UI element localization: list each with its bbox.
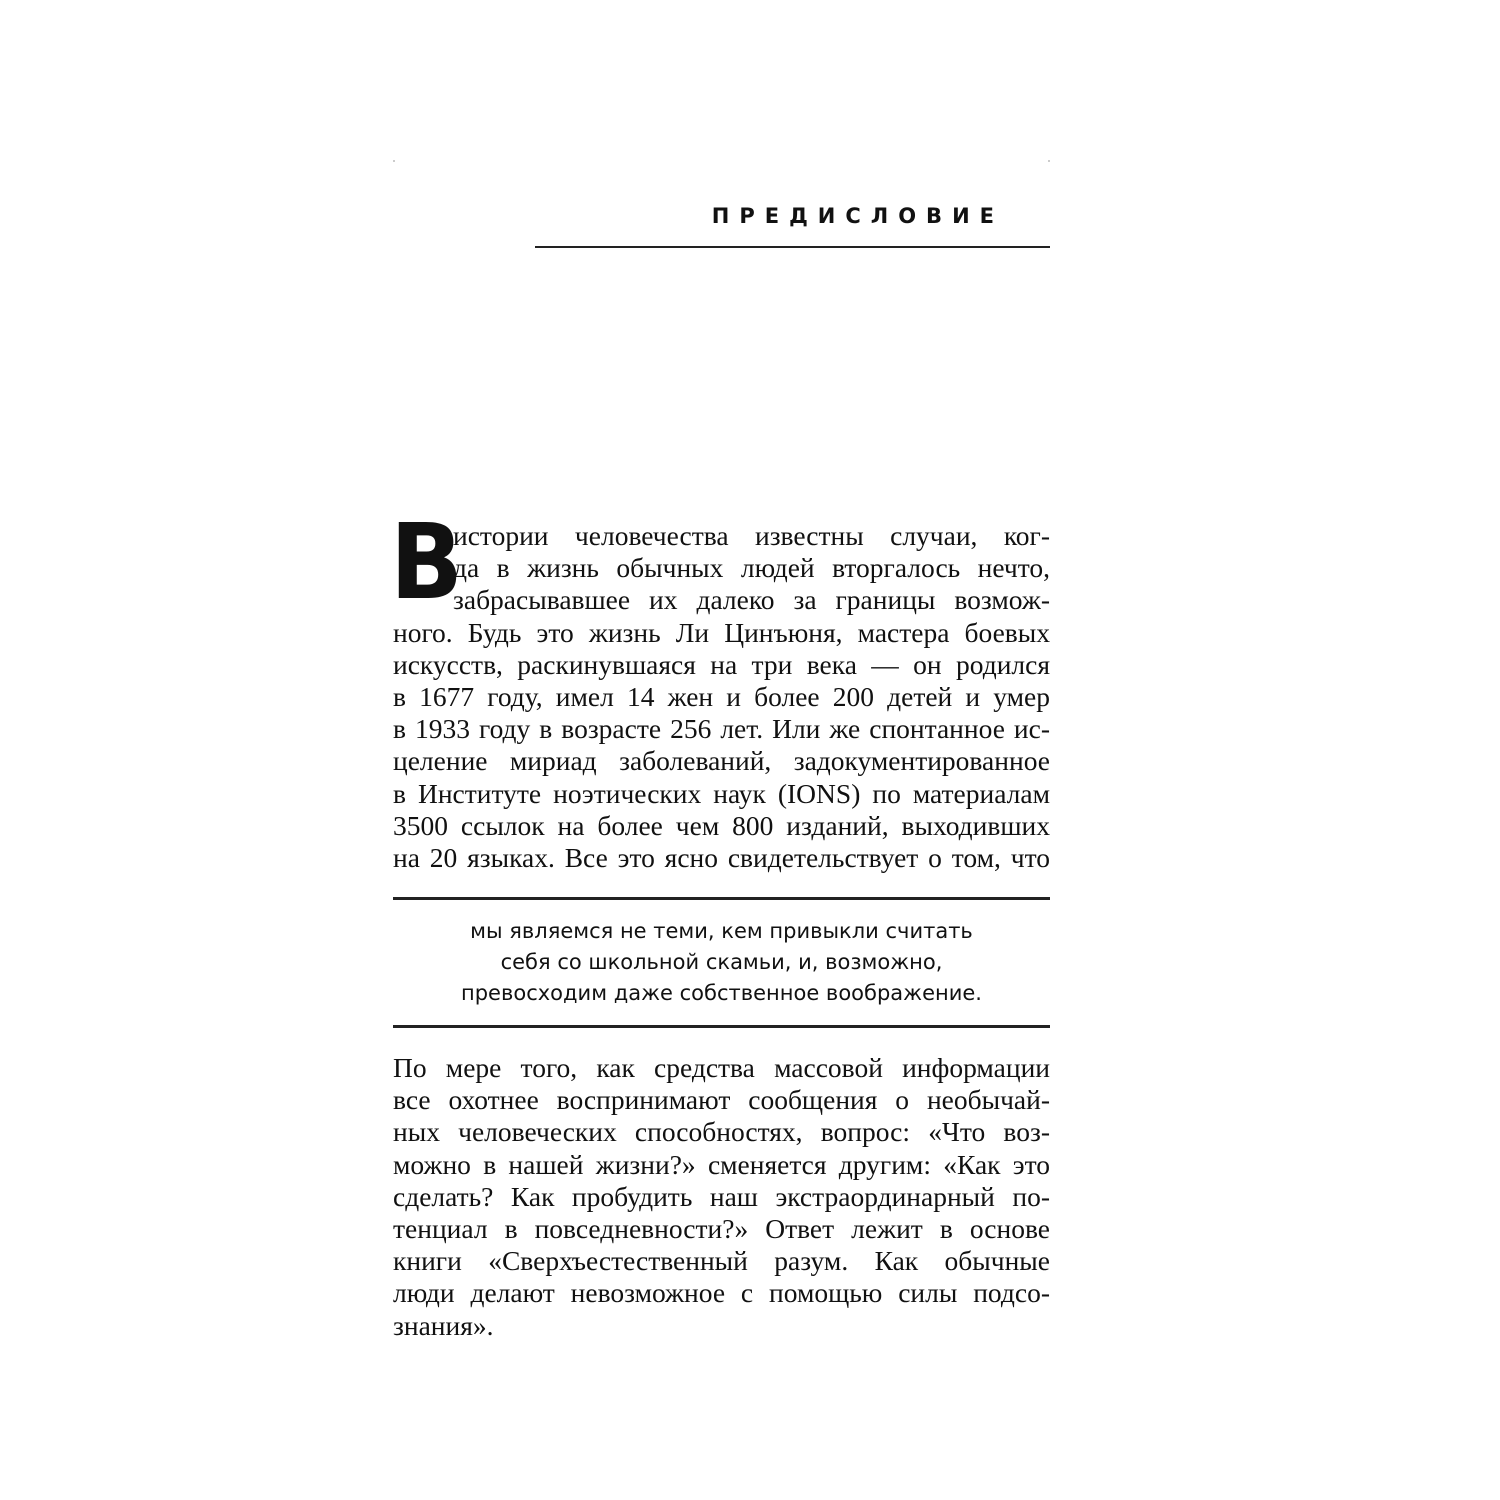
text-line: на 20 языках. Все это ясно свидетельствует о том, что (393, 841, 1050, 873)
pull-quote (393, 897, 1050, 1028)
text-line: забрасывавшее их далеко за границы возмож- (453, 584, 1050, 616)
text-line: ных человеческих способностях, вопрос: «Что воз- (393, 1116, 1050, 1148)
text-line: в 1933 году в возрасте 256 лет. Или же спонтанное ис- (393, 713, 1050, 745)
text-line: 3500 ссылок на более чем 800 изданий, выходивших (393, 809, 1050, 841)
text-line: в Институте ноэтических наук (IONS) по материалам (393, 777, 1050, 809)
drop-cap: В (390, 501, 463, 623)
pull-quote-line: себя со школьной скамьи, и, возможно, (500, 950, 943, 974)
text-line: можно в нашей жизни?» сменяется другим: «Как это (393, 1148, 1050, 1180)
chapter-title: ПРЕДИСЛОВИЕ (711, 204, 1004, 228)
text-line: искусств, раскинувшаяся на три века — он родился (393, 648, 1050, 680)
text-line: все охотнее воспринимают сообщения о необычай- (393, 1084, 1050, 1116)
second-paragraph (393, 1052, 1050, 1342)
pull-quote-line: превосходим даже собственное воображение. (461, 981, 982, 1005)
text-line: ного. Будь это жизнь Ли Цинъюня, мастера боевых (393, 616, 1050, 648)
text-line: По мере того, как средства массовой информации (393, 1052, 1050, 1083)
crop-mark-left (393, 160, 395, 162)
text-line: люди делают невозможное с помощью силы подсо- (393, 1277, 1050, 1309)
text-line: в 1677 году, имел 14 жен и более 200 детей и умер (393, 680, 1050, 712)
text-line: тенциал в повседневности?» Ответ лежит в основе (393, 1212, 1050, 1244)
text-line: целение мириад заболеваний, задокументированное (393, 745, 1050, 777)
text-line: сделать? Как пробудить наш экстраординарный по- (393, 1180, 1050, 1212)
text-line: знания». (393, 1309, 494, 1341)
chapter-heading (535, 200, 1050, 248)
pull-quote-line: мы являемся не теми, кем привыкли считать (470, 919, 973, 943)
text-line: да в жизнь обычных людей вторгалось нечто, (453, 552, 1050, 584)
text-line: истории человечества известны случаи, ког- (453, 520, 1050, 551)
text-line: книги «Сверхъестественный разум. Как обычные (393, 1245, 1050, 1277)
intro-paragraph (393, 520, 1050, 874)
crop-mark-right (1048, 160, 1050, 162)
